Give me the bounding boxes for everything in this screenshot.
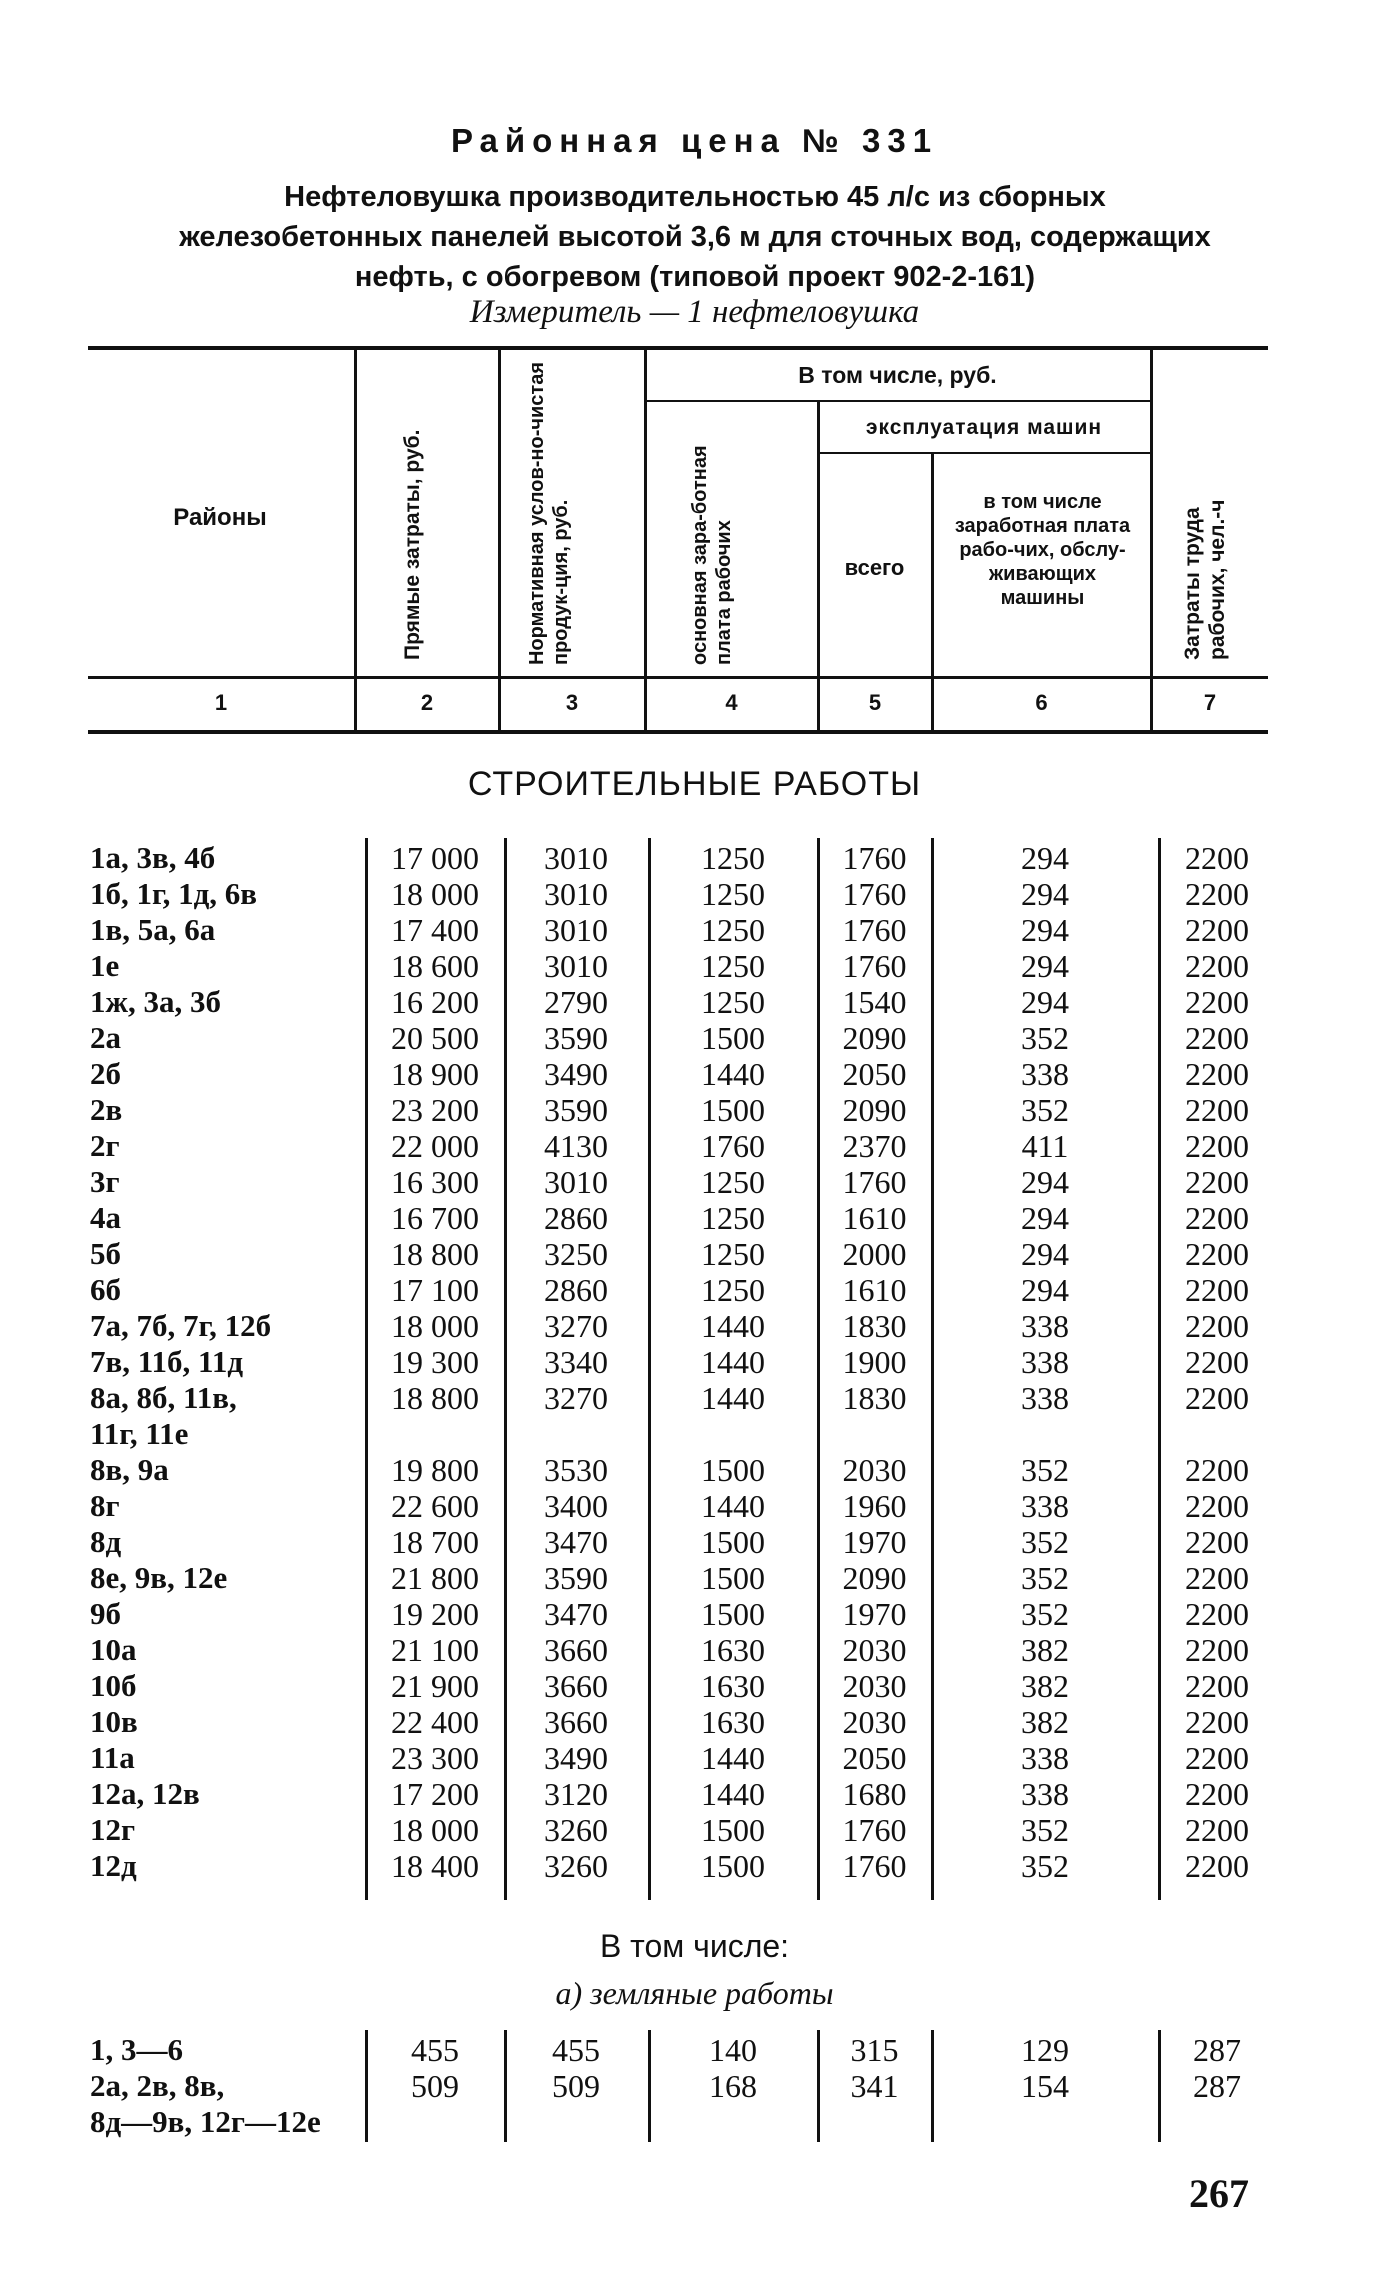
table-row-region: 2б [90, 1056, 121, 1091]
table-row-region: 10б [90, 1668, 137, 1703]
table-row-c6: 338 [1021, 1308, 1069, 1344]
table-row-region: 8е, 9в, 12е [90, 1560, 228, 1595]
table-row-c7: 2200 [1185, 912, 1249, 948]
table-row-c2: 21 100 [391, 1632, 479, 1668]
table-row-c7: 2200 [1185, 1236, 1249, 1272]
table-row-c3: 3270 [544, 1380, 608, 1416]
table-row-c5: 2090 [842, 1020, 907, 1056]
table-row-region: 2г [90, 1128, 120, 1163]
table-row-c4: 1630 [701, 1668, 765, 1704]
table-row-region: 7в, 11б, 11д [90, 1344, 244, 1379]
table-row-region-continued: 11г, 11е [90, 1416, 189, 1451]
table-row-c4: 1440 [701, 1056, 765, 1092]
table-row-c3: 3530 [544, 1452, 608, 1488]
table-row-c6: 352 [1021, 1092, 1069, 1128]
table-row-region: 4а [90, 1200, 121, 1235]
table-row-c3: 2860 [544, 1200, 608, 1236]
including-rule [645, 400, 1150, 402]
table-row-c6: 352 [1021, 1560, 1069, 1596]
table-row-c4: 1250 [701, 840, 765, 876]
table-row-c3: 3250 [544, 1236, 608, 1272]
table-row-c6: 294 [1021, 1164, 1069, 1200]
colnum-bottom-rule [88, 730, 1268, 734]
including-label: В том числе: [599, 1928, 790, 1964]
table-row-c7: 2200 [1185, 1812, 1249, 1848]
table-row-c6: 338 [1021, 1056, 1069, 1092]
table-row-c2: 16 700 [391, 1200, 479, 1236]
table-row-c6: 352 [1021, 1452, 1069, 1488]
table-row-c5: 1830 [842, 1308, 907, 1344]
table-row-c4: 1500 [701, 1524, 765, 1560]
table-row-c6: 352 [1021, 1524, 1069, 1560]
table-row-c2: 21 900 [391, 1668, 479, 1704]
table-row-c7: 2200 [1185, 876, 1249, 912]
table-row-c2: 18 700 [391, 1524, 479, 1560]
earth-row-c6: 129 [1021, 2032, 1069, 2068]
header-base-wages: основная зара-ботная плата рабочих [689, 445, 735, 665]
table-row-c5: 2090 [842, 1560, 907, 1596]
table-row-c3: 3660 [544, 1704, 608, 1740]
table-row-c5: 2030 [842, 1452, 907, 1488]
table-row-c2: 18 000 [391, 1308, 479, 1344]
table-row-c3: 3340 [544, 1344, 608, 1380]
table-row-c6: 294 [1021, 912, 1069, 948]
table-row-c5: 1760 [842, 948, 907, 984]
table-row-region: 12а, 12в [90, 1776, 200, 1811]
table-row-c7: 2200 [1185, 1380, 1249, 1416]
header-normative-net: Нормативная услов-но-чистая продук-ция, руб. [526, 361, 572, 665]
table-row-c6: 338 [1021, 1344, 1069, 1380]
table-row-c7: 2200 [1185, 1632, 1249, 1668]
table-row-c3: 3590 [544, 1560, 608, 1596]
table-row-c7: 2200 [1185, 1776, 1249, 1812]
table-row-c2: 18 800 [391, 1236, 479, 1272]
table-row-c5: 1900 [842, 1344, 907, 1380]
table-row-region: 7а, 7б, 7г, 12б [90, 1308, 272, 1343]
table-row-c6: 294 [1021, 840, 1069, 876]
table-row-c4: 1630 [701, 1632, 765, 1668]
table-row-c5: 2030 [842, 1632, 907, 1668]
table-row-c7: 2200 [1185, 1524, 1249, 1560]
section-title: СТРОИТЕЛЬНЫЕ РАБОТЫ [467, 765, 922, 803]
table-row-c5: 2000 [842, 1236, 907, 1272]
header-divider [354, 350, 357, 730]
table-row-c4: 1250 [701, 1272, 765, 1308]
table-row-c7: 2200 [1185, 1056, 1249, 1092]
table-row-c4: 1500 [701, 1596, 765, 1632]
table-row-c5: 2030 [842, 1668, 907, 1704]
table-row-c3: 3490 [544, 1740, 608, 1776]
table-row-c3: 4130 [544, 1128, 608, 1164]
col-number: 2 [420, 690, 434, 715]
measurement-unit: Измеритель — 1 нефтеловушка [469, 294, 920, 330]
header-direct-costs: Прямые затраты, руб. [401, 429, 424, 660]
table-row-region: 5б [90, 1236, 121, 1271]
table-row-c6: 338 [1021, 1488, 1069, 1524]
earth-row-c3: 455 [552, 2032, 600, 2068]
table-row-c2: 17 200 [391, 1776, 479, 1812]
table-row-c5: 1760 [842, 876, 907, 912]
table-row-c3: 3470 [544, 1596, 608, 1632]
header-machine-total: всего [844, 555, 905, 580]
earth-row-c4: 140 [709, 2032, 757, 2068]
table-row-c7: 2200 [1185, 1200, 1249, 1236]
table-row-c7: 2200 [1185, 1164, 1249, 1200]
earth-row-region-continued: 8д—9в, 12г—12е [90, 2104, 321, 2139]
table-row-c3: 3590 [544, 1092, 608, 1128]
table-row-c5: 1970 [842, 1596, 907, 1632]
table-row-c2: 19 200 [391, 1596, 479, 1632]
table-row-c2: 19 800 [391, 1452, 479, 1488]
table-row-c3: 3010 [544, 912, 608, 948]
earth-row-c4: 168 [709, 2068, 757, 2104]
table-row-c4: 1440 [701, 1740, 765, 1776]
table-row-c4: 1250 [701, 912, 765, 948]
table-row-c7: 2200 [1185, 1020, 1249, 1056]
table-row-c2: 19 300 [391, 1344, 479, 1380]
col-number: 5 [868, 690, 882, 715]
table-row-c3: 3010 [544, 840, 608, 876]
table-row-c6: 352 [1021, 1812, 1069, 1848]
table-row-c6: 352 [1021, 1020, 1069, 1056]
table-row-c2: 18 000 [391, 1812, 479, 1848]
table-row-region: 12г [90, 1812, 136, 1847]
table-row-c2: 17 100 [391, 1272, 479, 1308]
subtitle-line: Нефтеловушка производительностью 45 л/с из сборных [284, 181, 1106, 213]
table-row-region: 8а, 8б, 11в, [90, 1380, 237, 1415]
table-row-region: 1ж, 3а, 3б [90, 984, 221, 1019]
table-row-c6: 382 [1021, 1632, 1069, 1668]
table-row-c4: 1500 [701, 1848, 765, 1884]
table-row-c3: 3010 [544, 876, 608, 912]
table-row-c5: 2050 [842, 1056, 907, 1092]
table-row-c5: 1970 [842, 1524, 907, 1560]
header-including: В том числе, руб. [798, 362, 997, 388]
header-divider [498, 350, 501, 730]
table-row-c3: 3590 [544, 1020, 608, 1056]
table-row-c7: 2200 [1185, 1668, 1249, 1704]
table-row-c6: 338 [1021, 1740, 1069, 1776]
table-row-c3: 3400 [544, 1488, 608, 1524]
col-number: 1 [214, 690, 228, 715]
table-row-c4: 1250 [701, 1236, 765, 1272]
table-row-c7: 2200 [1185, 984, 1249, 1020]
table-row-c6: 338 [1021, 1776, 1069, 1812]
earth-row-c5: 341 [850, 2068, 899, 2104]
table-row-c2: 22 000 [391, 1128, 479, 1164]
table-row-c2: 23 200 [391, 1092, 479, 1128]
table-row-region: 1а, 3в, 4б [90, 840, 216, 875]
table-row-c6: 294 [1021, 984, 1069, 1020]
table-row-region: 8д [90, 1524, 122, 1559]
table-row-c6: 411 [1021, 1128, 1069, 1164]
table-row-region: 9б [90, 1596, 121, 1631]
table-row-region: 8в, 9а [90, 1452, 169, 1487]
table-row-region: 2а [90, 1020, 121, 1055]
table-row-c4: 1500 [701, 1020, 765, 1056]
col-number: 4 [725, 690, 738, 715]
table-row-c4: 1500 [701, 1452, 765, 1488]
subtitle-line: нефть, с обогревом (типовой проект 902-2-161) [354, 261, 1036, 293]
earth-row-c2: 455 [411, 2032, 459, 2068]
table-row-c3: 3260 [544, 1812, 608, 1848]
table-row-c7: 2200 [1185, 1092, 1249, 1128]
table-row-c5: 1610 [842, 1272, 907, 1308]
table-row-c7: 2200 [1185, 1740, 1249, 1776]
table-row-c7: 2200 [1185, 1560, 1249, 1596]
table-row-c3: 3120 [544, 1776, 608, 1812]
table-row-c6: 352 [1021, 1596, 1069, 1632]
table-row-c2: 18 900 [391, 1056, 479, 1092]
table-row-c3: 3660 [544, 1668, 608, 1704]
table-row-c4: 1250 [701, 1200, 765, 1236]
table-row-c4: 1250 [701, 1164, 765, 1200]
table-row-c4: 1440 [701, 1308, 765, 1344]
table-row-c4: 1440 [701, 1776, 765, 1812]
table-row-c7: 2200 [1185, 1308, 1249, 1344]
col-number: 7 [1203, 690, 1217, 715]
table-row-c3: 3470 [544, 1524, 608, 1560]
table-row-c7: 2200 [1185, 1488, 1249, 1524]
table-row-c6: 294 [1021, 948, 1069, 984]
table-row-c6: 382 [1021, 1668, 1069, 1704]
col-number: 6 [1035, 690, 1048, 715]
table-row-c3: 3010 [544, 1164, 608, 1200]
header-machine-wages: в том числе заработная плата рабо-чих, обслу-живающих машины [954, 491, 1131, 609]
table-row-region: 8г [90, 1488, 120, 1523]
header-divider [931, 452, 934, 730]
earth-row-c5: 315 [850, 2032, 899, 2068]
table-row-c2: 18 600 [391, 948, 479, 984]
subtitle-line: железобетонных панелей высотой 3,6 м для сточных вод, содержащих [179, 221, 1211, 253]
table-row-c4: 1250 [701, 984, 765, 1020]
table-row-c5: 1760 [842, 840, 907, 876]
header-top-rule [88, 346, 1268, 350]
table-row-c5: 1760 [842, 1848, 907, 1884]
machine-rule [818, 452, 1150, 454]
table-row-c2: 21 800 [391, 1560, 479, 1596]
table-row-c2: 17 400 [391, 912, 479, 948]
table-row-region: 10а [90, 1632, 137, 1667]
table-row-c3: 3270 [544, 1308, 608, 1344]
table-row-c6: 294 [1021, 1272, 1069, 1308]
header-divider [644, 350, 647, 730]
table-row-c5: 1540 [842, 984, 907, 1020]
table-row-c4: 1440 [701, 1380, 765, 1416]
table-row-c2: 18 000 [391, 876, 479, 912]
earth-row-c3: 509 [552, 2068, 600, 2104]
earth-row-c6: 154 [1021, 2068, 1069, 2104]
table-row-c5: 1960 [842, 1488, 907, 1524]
table-row-c4: 1250 [701, 948, 765, 984]
table-row-c7: 2200 [1185, 948, 1249, 984]
table-row-region: 6б [90, 1272, 121, 1307]
table-row-c7: 2200 [1185, 1344, 1249, 1380]
table-row-c4: 1630 [701, 1704, 765, 1740]
table-row-region: 3г [90, 1164, 120, 1199]
table-row-c6: 294 [1021, 876, 1069, 912]
table-row-c5: 2050 [842, 1740, 907, 1776]
table-row-c4: 1500 [701, 1560, 765, 1596]
table-row-c3: 3010 [544, 948, 608, 984]
earth-row-region: 1, 3—6 [90, 2032, 183, 2067]
table-row-c5: 1760 [842, 1164, 907, 1200]
table-row-c7: 2200 [1185, 1848, 1249, 1884]
table-row-c5: 1760 [842, 1812, 907, 1848]
table-row-c5: 1610 [842, 1200, 907, 1236]
table-row-c3: 2860 [544, 1272, 608, 1308]
table-row-c2: 17 000 [391, 840, 479, 876]
table-row-c6: 294 [1021, 1200, 1069, 1236]
table-row-c3: 3660 [544, 1632, 608, 1668]
table-row-c4: 1250 [701, 876, 765, 912]
table-row-c2: 16 200 [391, 984, 479, 1020]
table-row-c2: 22 400 [391, 1704, 479, 1740]
table-row-c5: 2090 [842, 1092, 907, 1128]
table-row-c7: 2200 [1185, 1128, 1249, 1164]
table-row-region: 11а [90, 1740, 135, 1775]
header-machine-operation: эксплуатация машин [865, 416, 1103, 439]
table-row-c6: 294 [1021, 1236, 1069, 1272]
table-row-c2: 16 300 [391, 1164, 479, 1200]
table-row-c5: 1830 [842, 1380, 907, 1416]
table-row-region: 12д [90, 1848, 137, 1883]
table-row-region: 2в [90, 1092, 123, 1127]
header-bottom-rule [88, 676, 1268, 679]
table-row-c2: 18 400 [391, 1848, 479, 1884]
table-row-c4: 1500 [701, 1092, 765, 1128]
earth-row-c7: 287 [1193, 2032, 1241, 2068]
table-row-c5: 2030 [842, 1704, 907, 1740]
table-row-c7: 2200 [1185, 1704, 1249, 1740]
table-row-c5: 1760 [842, 912, 907, 948]
table-row-c2: 23 300 [391, 1740, 479, 1776]
table-row-c6: 352 [1021, 1848, 1069, 1884]
table-row-region: 10в [90, 1704, 138, 1739]
table-row-region: 1в, 5а, 6а [90, 912, 216, 947]
table-row-c2: 18 800 [391, 1380, 479, 1416]
table-row-c5: 1680 [842, 1776, 907, 1812]
table-row-c7: 2200 [1185, 1596, 1249, 1632]
table-row-c3: 2790 [544, 984, 608, 1020]
page-title: Районная цена № 331 [450, 122, 939, 159]
table-row-c4: 1440 [701, 1344, 765, 1380]
table-row-c5: 2370 [842, 1128, 907, 1164]
table-row-c4: 1440 [701, 1488, 765, 1524]
earth-row-c7: 287 [1193, 2068, 1241, 2104]
header-labor: Затраты труда рабочих, чел.-ч [1181, 499, 1229, 660]
table-row-c3: 3490 [544, 1056, 608, 1092]
header-divider [1150, 350, 1153, 730]
earth-row-region: 2а, 2в, 8в, [90, 2068, 225, 2103]
table-row-c7: 2200 [1185, 1272, 1249, 1308]
table-row-region: 1е [90, 948, 120, 983]
table-row-c3: 3260 [544, 1848, 608, 1884]
page-number: 267 [1189, 2171, 1249, 2216]
table-row-c6: 338 [1021, 1380, 1069, 1416]
table-row-c4: 1500 [701, 1812, 765, 1848]
table-row-c2: 20 500 [391, 1020, 479, 1056]
subtitle [80, 177, 1310, 297]
table-row-c2: 22 600 [391, 1488, 479, 1524]
table-row-c6: 382 [1021, 1704, 1069, 1740]
earthworks-label: а) земляные работы [555, 1975, 834, 2011]
col-number: 3 [565, 690, 579, 715]
table-row-c7: 2200 [1185, 840, 1249, 876]
earth-row-c2: 509 [411, 2068, 459, 2104]
table-row-c7: 2200 [1185, 1452, 1249, 1488]
header-regions: Районы [173, 504, 267, 531]
table-row-c4: 1760 [701, 1128, 765, 1164]
table-row-region: 1б, 1г, 1д, 6в [90, 876, 258, 911]
